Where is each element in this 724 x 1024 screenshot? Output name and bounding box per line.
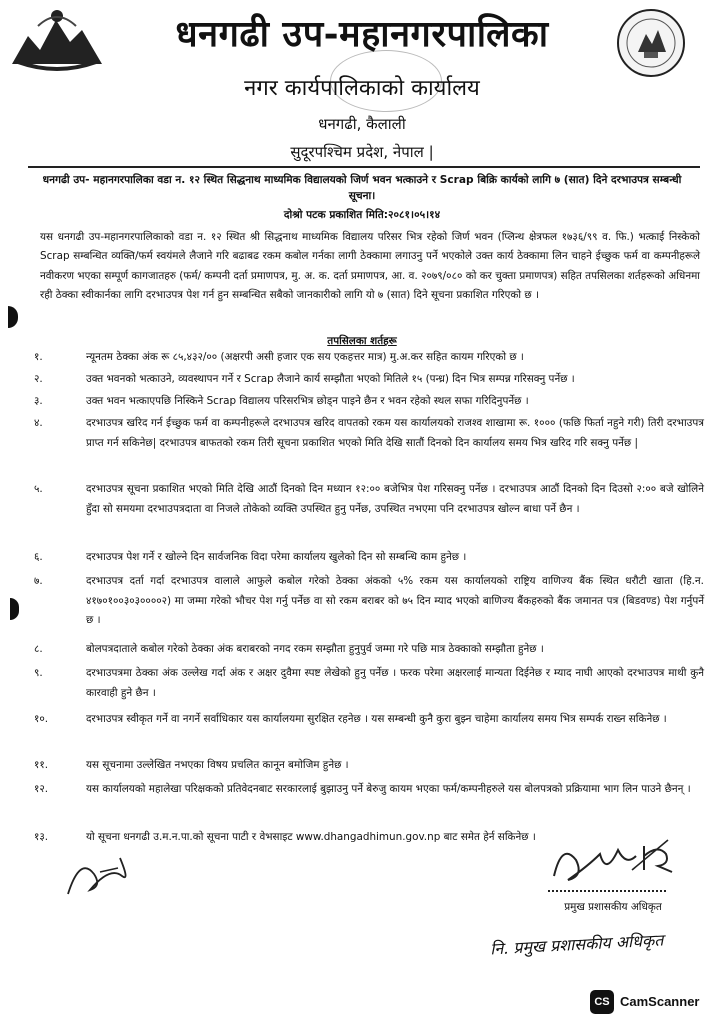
condition-number: १२. <box>34 783 49 795</box>
conditions-heading: तपसिलका शर्तहरू <box>327 335 397 347</box>
condition-text: दरभाउपत्रमा ठेक्का अंक उल्लेख गर्दा अंक र अक्षर दुवैमा स्पष्ट लेखेको हुनु पर्नेछ । फरक परेमा अक्षरलाई मान्यता दिईनेछ र म्याद नाघी आएको दरभाउपत्र माथी कुनै कारवाही हुने छैन । <box>86 667 704 699</box>
condition-number: ७. <box>34 575 43 587</box>
condition-number: १०. <box>34 713 49 725</box>
punch-hole-mark <box>8 306 18 328</box>
condition-item <box>34 548 704 568</box>
office-subtitle: नगर कार्यपालिकाको कार्यालय <box>244 76 480 101</box>
condition-text: यो सूचना धनगढी उ.म.न.पा.को सूचना पाटी र वेभसाइट www.dhangadhimun.gov.np बाट समेत हेर्न सकिनेछ । <box>86 831 536 843</box>
condition-text: उक्त भवनको भत्काउने, व्यवस्थापन गर्ने र Scrap लैजाने कार्य सम्झौता भएको मितिले १५ (पन्ध्र) दिन भित्र सम्पन्न गरिसक्नु पर्नेछ । <box>86 373 575 385</box>
condition-number: ९. <box>34 667 43 679</box>
officer-title: प्रमुख प्रशासकीय अधिकृत <box>564 901 662 913</box>
condition-number: ५. <box>34 483 43 495</box>
condition-item <box>34 348 704 368</box>
handwritten-signature-right <box>548 836 688 892</box>
office-city: धनगढी, कैलाली <box>318 115 406 133</box>
condition-item <box>34 572 704 631</box>
condition-number: ८. <box>34 643 43 655</box>
condition-text: दरभाउपत्र खरिद गर्न ईच्छुक फर्म वा कम्पनीहरूले दरभाउपत्र खरिद वापतको रकम यस कार्यालयको राजश्व शाखामा रू. १००० (फछि फिर्ता नहुने गरी) तिरी दरभाउपत्र प्राप्त गर्न सकिनेछ| दरभाउपत्र बाफतको रकम तिरी सूचना प्रकाशित भएको मिति देखि सातौं दिनको दिन कार्यालय समय भित्र खरिद गरि सक्नु पर्नेछ | <box>86 417 704 449</box>
condition-text: यस सूचनामा उल्लेखित नभएका विषय प्रचलित कानून बमोजिम हुनेछ । <box>86 759 349 771</box>
condition-item <box>34 414 704 453</box>
notice-headline: धनगढी उप- महानगरपालिका वडा न. १२ स्थित सिद्धनाथ माध्यमिक विद्यालयको जिर्ण भवन भत्काउने र Scrap बिक्रि कार्यको लागि ७ (सात) दिने दरभाउपत्र सम्बन्धी सूचना। <box>42 174 682 202</box>
condition-text: दरभाउपत्र स्वीकृत गर्ने वा नगर्ने सर्वाधिकार यस कार्यालयमा सुरक्षित रहनेछ । यस सम्बन्धी कुनै कुरा बुझ्न चाहेमा कार्यालय समय भित्र सम्पर्क राख्न सकिनेछ । <box>86 713 667 725</box>
condition-text: यस कार्यालयको महालेखा परिक्षकको प्रतिवेदनबाट सरकारलाई बुझाउनु पर्ने बेरुजु कायम भएका फर्म/कम्पनीहरुले यस बोलपत्रको प्रक्रियामा भाग लिन पाउने छैनन् । <box>86 783 691 795</box>
condition-number: १. <box>34 351 43 363</box>
condition-text: दरभाउपत्र पेश गर्ने र खोल्ने दिन सार्वजनिक विदा परेमा कार्यालय खुलेको दिन सो सम्बन्धि काम हुनेछ । <box>86 551 467 563</box>
municipality-title: धनगढी उप-महानगरपालिका <box>175 13 549 55</box>
condition-item <box>34 640 704 660</box>
condition-text: न्यूनतम ठेक्का अंक रू ८५,४३२/०० (अक्षरपी असी हजार एक सय एकहत्तर मात्र) मु.अ.कर सहित कायम गरिएको छ । <box>86 351 524 363</box>
condition-text: बोलपत्रदाताले कबोल गरेको ठेक्का अंक बराबरको नगद रकम सम्झौता हुनुपुर्व जम्मा गरे पछि मात्र ठेक्काको सम्झौता हुनेछ । <box>86 643 544 655</box>
condition-text: दरभाउपत्र दर्ता गर्दा दरभाउपत्र वालाले आफुले कबोल गरेको ठेक्का अंकको ५% रकम यस कार्यालयको राष्ट्रिय वाणिज्य बैंक स्थित धरौटी खाता (हि.न. ४१७०१००३०३००००२) मा जम्मा गरेको भौचर पेश गर्नु पर्नेछ वा सो रकम बराबर को ७५ दिन म्याद भएको बाणिज्य बैंकहरुको बैंक जमानत पत्र (बिडवण्ड) पेश गर्नुपर्ने छ । <box>86 575 704 627</box>
notice-intro: यस धनगढी उप-महानगरपालिकाको वडा न. १२ स्थित श्री सिद्धनाथ माध्यमिक विद्यालय परिसर भित्र रहेको जिर्ण भवन (प्लिन्थ क्षेत्रफल १७३६/९९ व. फि.) भत्काई निस्केको Scrap सम्बन्धित व्यक्ति/फर्म स्वयंमले लैजाने गरि बढाबढ रकम कबोल गर्नका लागी ठेक्कामा लगाउनु पर्ने भएकोले उक्त कार्य ठेक्कामा लिन चाहने ईच्छुक फर्म वा कम्पनीहरूले नवीकरण भएका सम्पूर्ण कागजातहरु (फर्म/ कम्पनी दर्ता प्रमाणपत्र, मु. अ. क. दर्ता प्रमाणपत्र, आ. व. २०७९/०८० को कर चुक्ता प्रमाणपत्र) सहित तपसिलका शर्तहरूको अधिनमा रही ठेक्का स्वीकार्नका लागि दरभाउपत्र पेश गर्न हुन सम्बन्धित सबैको जानकारीको लागि यो ७ (सात) दिने सूचना प्रकाशित गरिएको छ । <box>40 231 700 302</box>
published-date: दोश्रो पटक प्रकाशित मिति:२०८१।०५।१४ <box>283 209 441 221</box>
condition-item <box>34 370 704 390</box>
header-divider <box>28 166 700 168</box>
condition-item <box>34 392 704 412</box>
condition-text: उक्त भवन भत्काएपछि निस्किने Scrap विद्यालय परिसरभित्र छोड्न पाइने छैन र भवन रहेको स्थल सफा गरिदिनुपर्नेछ । <box>86 395 529 407</box>
condition-number: १३. <box>34 831 49 843</box>
camscanner-icon: CS <box>590 990 614 1014</box>
condition-number: ११. <box>34 759 49 771</box>
handwritten-officer-title: नि. प्रमुख प्रशासकीय अधिकृत <box>489 930 664 959</box>
condition-number: ६. <box>34 551 43 563</box>
condition-item <box>34 480 704 519</box>
condition-item <box>34 756 704 776</box>
condition-item <box>34 710 704 730</box>
condition-number: ३. <box>34 395 43 407</box>
condition-item <box>34 780 704 800</box>
condition-text: दरभाउपत्र सूचना प्रकाशित भएको मिति देखि आठौं दिनको दिन मध्यान १२:०० बजेभित्र पेश गरिसक्नु पर्नेछ । दरभाउपत्र आठौं दिनको दिन दिउसो २:०० बजे खोलिने हुँदा सो समयमा दरभाउपत्रदाता वा निजले तोकेको व्यक्ति उपस्थित हुनु पर्नेछ, उपस्थित नभएमा पनि दरभाउपत्र खोल्न बाधा पर्ने छैन । <box>86 483 704 515</box>
condition-number: ४. <box>34 417 43 429</box>
office-province: सुदूरपश्चिम प्रदेश, नेपाल | <box>290 143 434 161</box>
handwritten-signature-left <box>60 846 170 902</box>
signature-line <box>548 890 666 892</box>
condition-item <box>34 664 704 703</box>
punch-hole-mark <box>10 598 19 620</box>
condition-number: २. <box>34 373 43 385</box>
camscanner-label: CamScanner <box>620 994 700 1009</box>
